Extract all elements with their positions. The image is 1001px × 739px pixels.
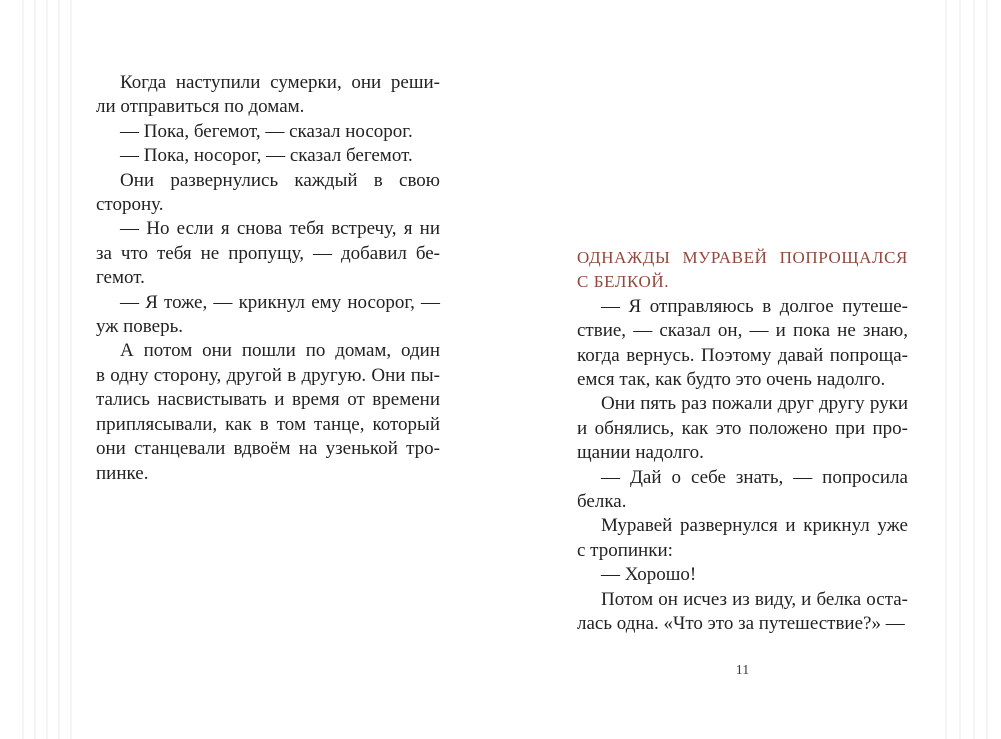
story-heading-line: ОДНАЖДЫ МУРАВЕЙ ПОПРОЩАЛСЯ — [577, 248, 908, 267]
text-line: за что тебя не пропущу, — добавил бе- — [96, 242, 440, 264]
text-line: в одну сторону, другой в другую. Они пы- — [96, 364, 440, 386]
text-line: щании надолго. — [577, 442, 704, 464]
text-line: — Дай о себе знать, — попросила — [601, 466, 908, 488]
text-line: — Пока, бегемот, — сказал носорог. — [120, 120, 413, 142]
text-line: приплясывали, как в том танце, который — [96, 413, 440, 435]
left-page-text — [96, 71, 440, 486]
text-line: — Хорошо! — [601, 564, 697, 586]
text-line: и обнялись, как это положено при про- — [577, 417, 908, 439]
text-line: гемот. — [96, 267, 145, 289]
text-line: — Пока, носорог, — сказал бегемот. — [120, 145, 413, 167]
text-line: Когда наступили сумерки, они реши- — [120, 72, 440, 93]
text-line: емся так, как будто это очень надолго. — [577, 369, 886, 391]
text-line: ли отправиться по домам. — [96, 96, 305, 118]
text-line: Они пять раз пожали друг другу руки — [601, 393, 908, 415]
text-line: лась одна. «Что это за путешествие?» — — [577, 613, 905, 635]
text-line: они станцевали вдвоём на узенькой тро- — [96, 438, 440, 460]
text-line: сторону. — [96, 194, 164, 216]
text-line: — Я тоже, — крикнул ему носорог, — — [120, 291, 440, 313]
story-heading-line: С БЕЛКОЙ. — [577, 272, 670, 292]
text-line: Муравей развернулся и крикнул уже — [601, 515, 908, 537]
text-line: ствие, — сказал он, — и пока не знаю, — [577, 320, 908, 342]
right-page-text — [577, 246, 908, 637]
text-line: с тропинки: — [577, 539, 673, 561]
text-line: А потом они пошли по домам, один — [120, 340, 440, 362]
text-line: пинке. — [96, 462, 149, 484]
text-line: Они развернулись каждый в свою — [120, 169, 440, 191]
text-line: уж поверь. — [96, 316, 184, 338]
text-line: — Я отправляюсь в долгое путеше- — [601, 295, 908, 317]
page-number: 11 — [735, 663, 750, 678]
text-line: когда вернусь. Поэтому давай попроща- — [577, 344, 908, 366]
text-line: — Но если я снова тебя встречу, я ни — [120, 218, 440, 240]
text-line: тались насвистывать и время от времени — [96, 389, 440, 411]
text-line: белка. — [577, 491, 627, 513]
text-line: Потом он исчез из виду, и белка оста- — [601, 588, 908, 610]
